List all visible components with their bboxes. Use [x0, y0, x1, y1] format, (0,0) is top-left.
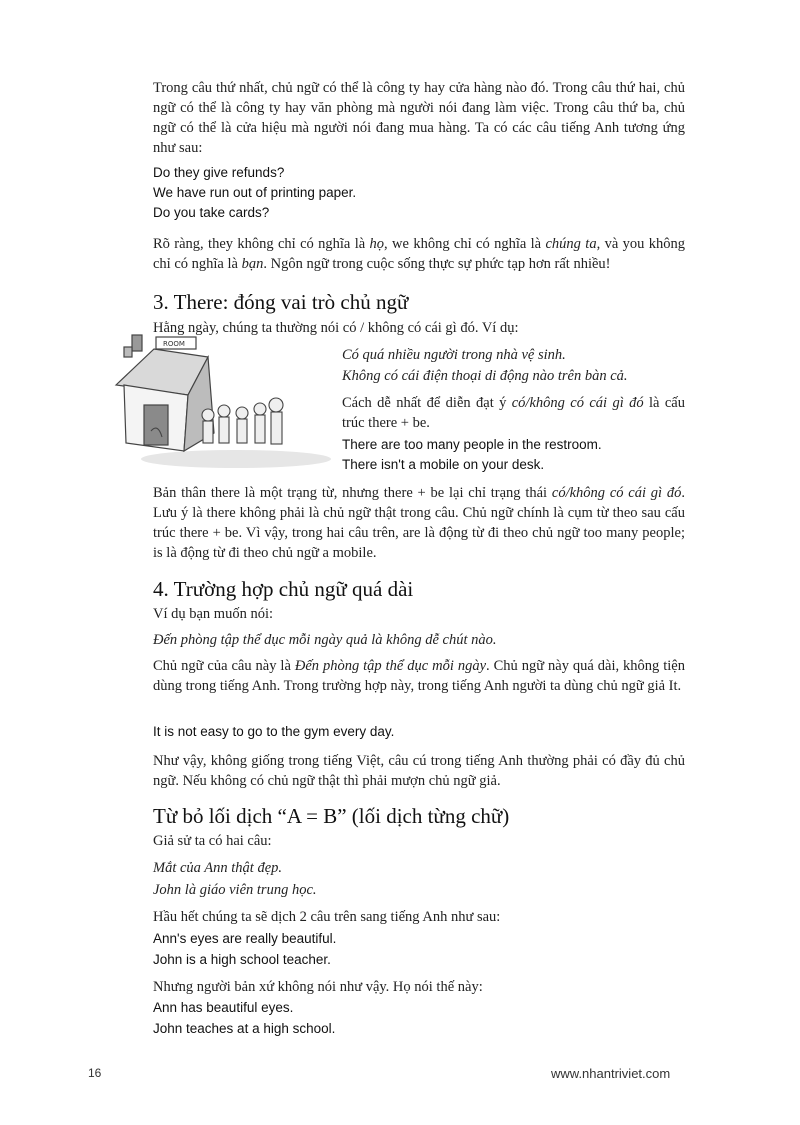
section4-heading: 4. Trường hợp chủ ngữ quá dài [153, 577, 414, 601]
section5-vn-example-1: Mắt của Ann thật đẹp. [153, 860, 283, 876]
section4-summary: Như vậy, không giống trong tiếng Việt, câu cú trong tiếng Anh thường phải có đầy đủ chủ ngữ. Nếu không có chủ ngữ thật thì phải mượn chủ ngữ giả. [153, 753, 685, 789]
section3-note-italic: có/không có cái gì đó [551, 485, 682, 501]
intro-example-3: Do you take cards? [153, 205, 270, 220]
section4-explain-text-2: . Chủ ngữ này quá dài, không tiện dùng trong tiếng Anh. Trong trường hợp này, trong tiếng Anh người ta dùng chủ ngữ giả It. [153, 658, 685, 694]
section3-lead: Hằng ngày, chúng ta thường nói có / không có cái gì đó. Ví dụ: [153, 320, 519, 336]
section5-lead: Giả sử ta có hai câu: [153, 833, 272, 849]
conclusion-ho: họ [369, 236, 385, 252]
section4-vn-example: Đến phòng tập thể dục mỗi ngày quả là không dễ chút nào. [153, 632, 497, 648]
intro-example-2: We have run out of printing paper. [153, 185, 357, 200]
section4-explain-italic: Đến phòng tập thể dục mỗi ngày [294, 658, 487, 674]
section3-explain-text-1: Cách dễ nhất để diễn đạt ý [342, 395, 512, 411]
section3-explain-italic: có/không có cái gì đó [511, 395, 644, 411]
conclusion-text-3: , và you không chỉ có nghĩa là [153, 236, 685, 272]
conclusion-paragraph [153, 234, 685, 274]
conclusion-text-4: . Ngôn ngữ trong cuộc sống thực sự phức tạp hơn rất nhiều! [263, 256, 611, 272]
section3-explain [342, 393, 685, 433]
section3-en-example-1: There are too many people in the restroom. [342, 437, 602, 452]
section5-heading: Từ bỏ lối dịch “A = B” (lối dịch từng chữ) [153, 804, 510, 828]
section5-native-example-2: John teaches at a high school. [153, 1021, 336, 1036]
section4-explain-text-1: Chủ ngữ của câu này là [153, 658, 295, 674]
intro-paragraph: Trong câu thứ nhất, chủ ngữ có thể là công ty hay cửa hàng nào đó. Trong câu thứ hai, chủ ngữ có thể là công ty hay văn phòng mà người nói đang làm việc. Trong câu thứ ba, chủ ngữ có thể là cửa hiệu mà người nói đang mua hàng. Ta có các câu tiếng Anh tương ứng như sau: [153, 80, 685, 156]
restroom-sign-text: ROOM [163, 340, 185, 348]
section4-explain [153, 656, 685, 696]
conclusion-text-2: , we không chỉ có nghĩa là [384, 236, 546, 252]
restroom-illustration [96, 333, 331, 473]
conclusion-ban: bạn [241, 256, 264, 272]
section4-lead: Ví dụ bạn muốn nói: [153, 606, 274, 622]
section3-en-example-2: There isn't a mobile on your desk. [342, 457, 545, 472]
page-number: 16 [88, 1066, 102, 1080]
section5-native-example-1: Ann has beautiful eyes. [153, 1000, 294, 1015]
section5-literal-lead: Hầu hết chúng ta sẽ dịch 2 câu trên sang tiếng Anh như sau: [153, 909, 501, 925]
section5-literal-example-2: John is a high school teacher. [153, 952, 331, 967]
section3-vn-example-1: Có quá nhiều người trong nhà vệ sinh. [342, 347, 566, 363]
section3-heading: 3. There: đóng vai trò chủ ngữ [153, 290, 409, 314]
section3-note [153, 483, 685, 563]
section3-note-text-2: . Lưu ý là there không phải là chủ ngữ thật trong câu. Chủ ngữ chính là cụm từ theo sau cấu trúc there + be. Vì vậy, trong hai câu trên, are là động từ đi theo chủ ngữ too many people; is là động từ đi theo chủ ngữ a mobile. [153, 485, 685, 561]
section5-native-lead: Nhưng người bản xứ không nói như vậy. Họ nói thế này: [153, 979, 483, 995]
conclusion-chung-ta: chúng ta [545, 236, 597, 252]
section4-en-example: It is not easy to go to the gym every day. [153, 724, 395, 739]
section5-vn-example-2: John là giáo viên trung học. [153, 882, 317, 898]
intro-example-1: Do they give refunds? [153, 165, 285, 180]
conclusion-text-1: Rõ ràng, they không chỉ có nghĩa là [153, 236, 370, 252]
footer-website-link[interactable]: www.nhantriviet.com [551, 1066, 671, 1081]
section3-explain-text-2: là cấu trúc there + be. [342, 395, 685, 431]
section5-literal-example-1: Ann's eyes are really beautiful. [153, 931, 337, 946]
section3-note-text-1: Bản thân there là một trạng từ, nhưng there + be lại chỉ trạng thái [153, 485, 552, 501]
section3-vn-example-2: Không có cái điện thoại di động nào trên bàn cả. [342, 368, 628, 384]
